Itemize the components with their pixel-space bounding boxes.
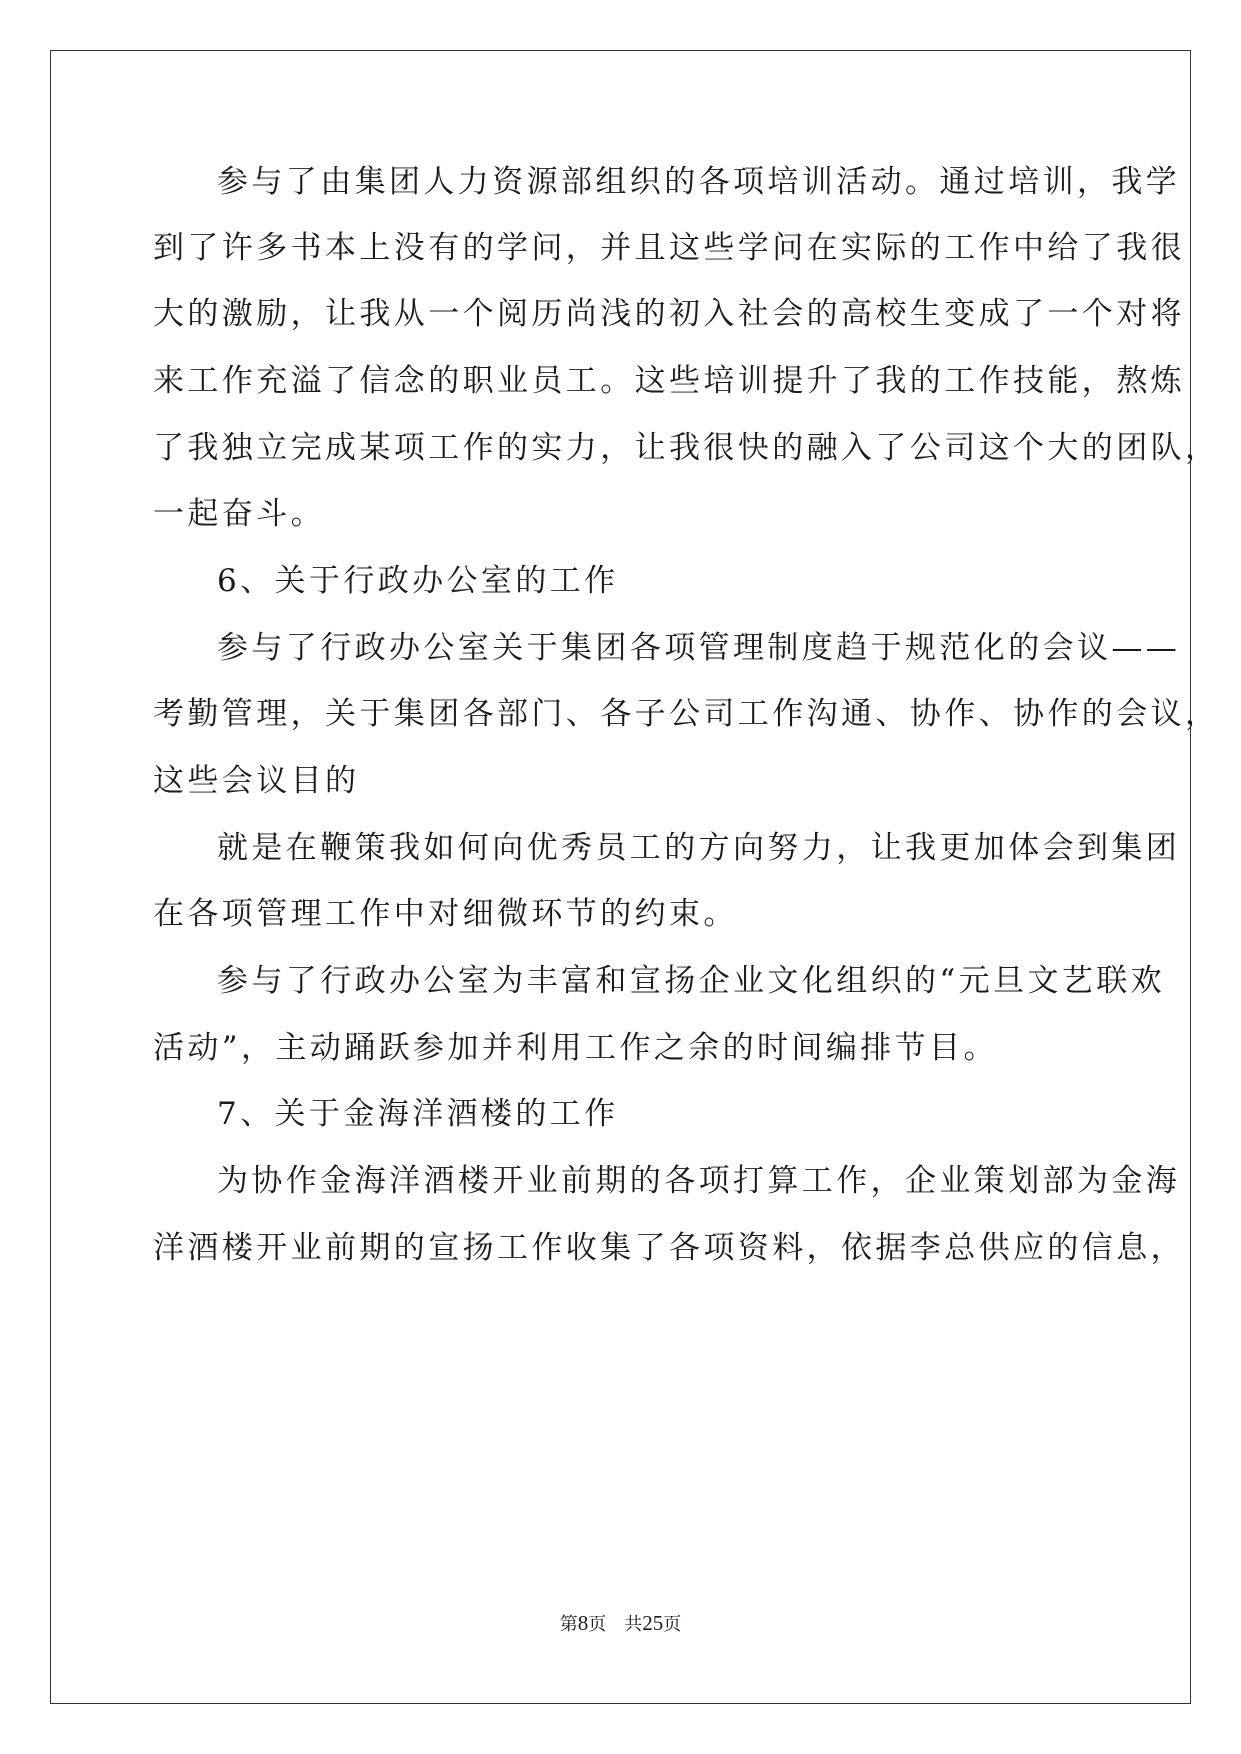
paragraph-line: 大的激励，让我从一个阅历尚浅的初入社会的高校生变成了一个对将	[153, 296, 1185, 332]
paragraph-line: 来工作充溢了信念的职业员工。这些培训提升了我的工作技能，熬炼	[153, 363, 1185, 399]
footer-suffix: 页	[663, 1614, 682, 1634]
page-number: 8	[577, 1611, 589, 1635]
total-pages: 25	[642, 1611, 664, 1635]
page-footer	[0, 1612, 1241, 1636]
paragraph-line: 活动”，主动踊跃参加并利用工作之余的时间编排节目。	[153, 1030, 998, 1066]
section-heading: 7、关于金海洋酒楼的工作	[217, 1096, 619, 1132]
paragraph-line: 了我独立完成某项工作的实力，让我很快的融入了公司这个大的团队，	[153, 430, 1220, 466]
paragraph-line: 一起奋斗。	[153, 496, 325, 532]
paragraph-line: 在各项管理工作中对细微环节的约束。	[153, 896, 738, 932]
paragraph-line: 参与了行政办公室关于集团各项管理制度趋于规范化的会议——	[217, 630, 1181, 666]
section-heading: 6、关于行政办公室的工作	[217, 563, 619, 599]
footer-mid: 页 共	[588, 1614, 643, 1634]
paragraph-line: 考勤管理，关于集团各部门、各子公司工作沟通、协作、协作的会议，	[153, 696, 1220, 732]
paragraph-line: 洋酒楼开业前期的宣扬工作收集了各项资料，依据李总供应的信息，	[153, 1230, 1185, 1266]
paragraph-line: 就是在鞭策我如何向优秀员工的方向努力，让我更加体会到集团	[217, 830, 1181, 866]
paragraph-line: 为协作金海洋酒楼开业前期的各项打算工作，企业策划部为金海	[217, 1163, 1181, 1199]
paragraph-line: 到了许多书本上没有的学问，并且这些学问在实际的工作中给了我很	[153, 230, 1185, 266]
paragraph-line: 参与了行政办公室为丰富和宣扬企业文化组织的“元旦文艺联欢	[217, 963, 1166, 999]
footer-prefix: 第	[559, 1614, 578, 1634]
paragraph-line: 这些会议目的	[153, 763, 360, 799]
paragraph-line: 参与了由集团人力资源部组织的各项培训活动。通过培训，我学	[217, 164, 1181, 200]
